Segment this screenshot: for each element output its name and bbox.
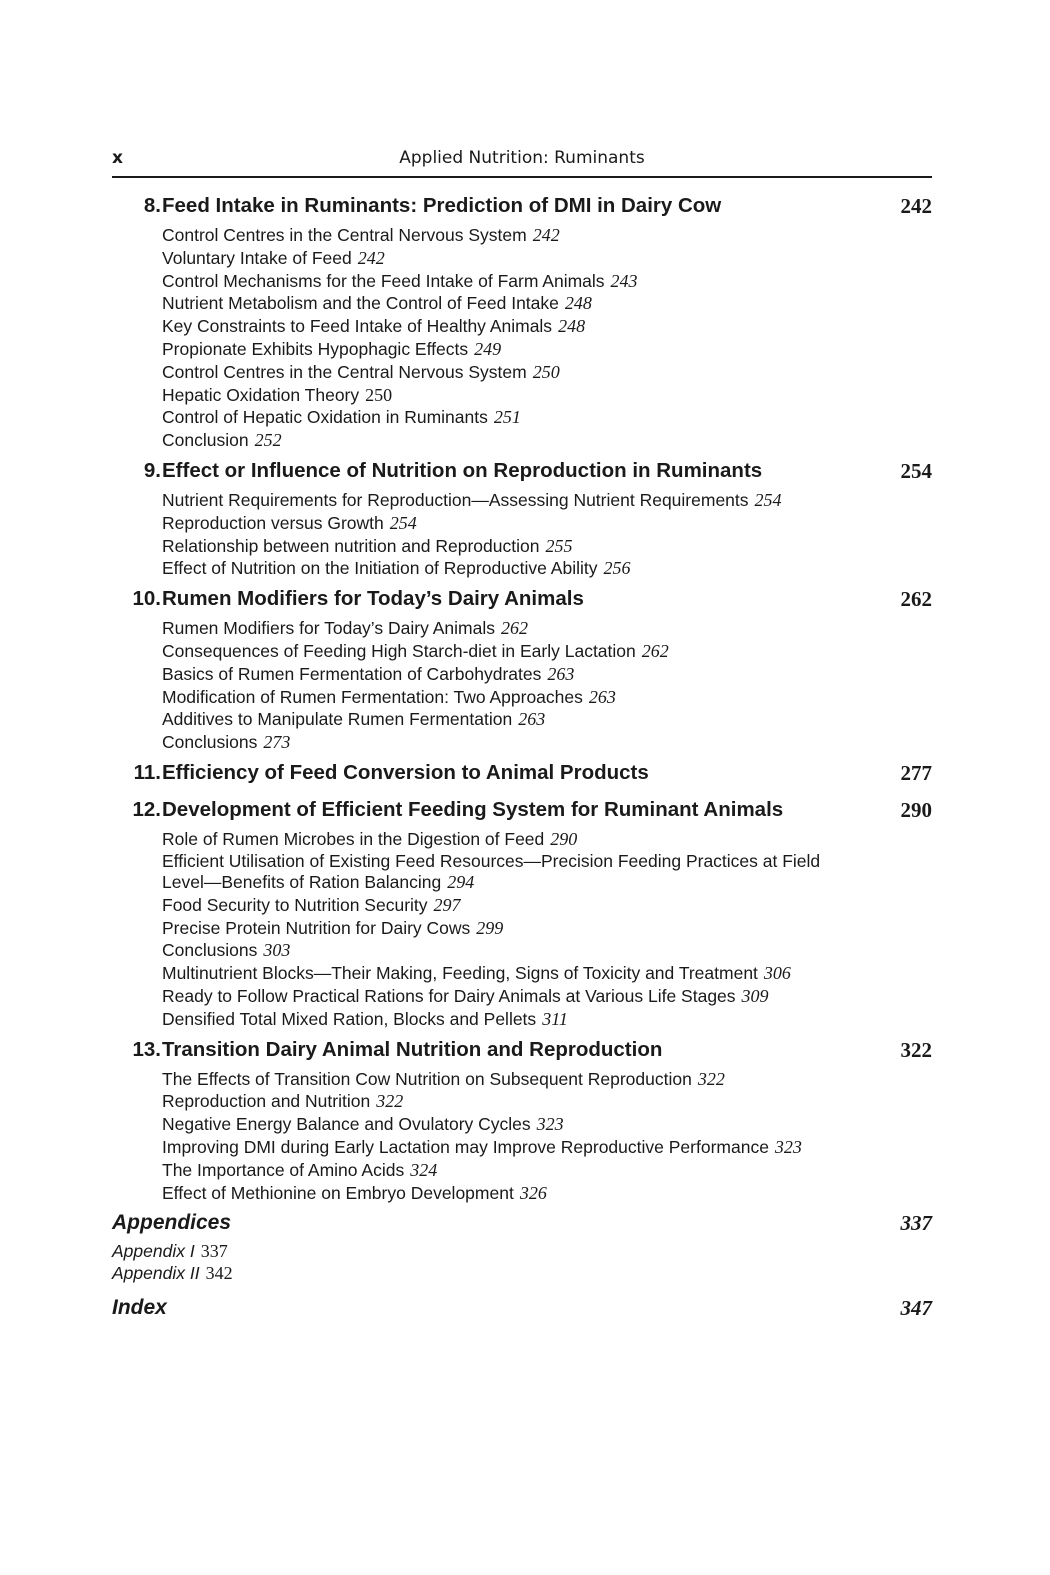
index-heading [112, 1296, 932, 1326]
section-title: Hepatic Oxidation Theory [162, 384, 360, 405]
chapter-number: 10. [132, 587, 161, 611]
appendices-page: 337 [900, 1211, 932, 1236]
section-entry[interactable] [162, 1136, 932, 1159]
section-page: 242 [357, 247, 385, 268]
section-entry[interactable] [162, 708, 932, 731]
section-page: 299 [476, 917, 504, 938]
section-entry[interactable] [162, 1159, 932, 1182]
section-title: Effect of Methionine on Embryo Development [162, 1182, 514, 1203]
chapter-heading [112, 1038, 932, 1068]
section-page: 254 [389, 512, 417, 533]
section-title: The Effects of Transition Cow Nutrition on Subsequent Reproduction [162, 1068, 692, 1089]
appendix-page: 337 [200, 1241, 228, 1262]
chapter-heading [112, 587, 932, 617]
section-page: 324 [410, 1159, 438, 1180]
section-page: 252 [254, 430, 282, 451]
chapter-page: 277 [900, 760, 932, 785]
chapter-title[interactable]: Efficiency of Feed Conversion to Animal Products [162, 760, 649, 784]
book-title: Applied Nutrition: Ruminants [399, 148, 645, 168]
chapter-10 [112, 587, 932, 754]
section-entry[interactable] [162, 338, 932, 361]
section-entry[interactable] [162, 247, 932, 270]
index-page: 347 [900, 1296, 932, 1321]
section-list [162, 489, 932, 580]
section-page: 262 [641, 640, 669, 661]
chapter-page: 254 [900, 458, 932, 483]
section-entry[interactable] [162, 894, 932, 917]
chapter-number: 13. [132, 1037, 161, 1061]
section-entry[interactable] [162, 640, 932, 663]
section-page: 256 [603, 558, 631, 579]
section-entry[interactable] [162, 557, 932, 580]
chapter-11 [112, 761, 932, 791]
section-page: 326 [519, 1182, 547, 1203]
section-page: 273 [263, 732, 291, 753]
section-page: 303 [263, 940, 291, 961]
section-entry[interactable] [162, 535, 932, 558]
chapter-heading [112, 459, 932, 489]
section-page: 250 [532, 361, 560, 382]
section-entry[interactable] [162, 429, 932, 452]
section-entry[interactable] [162, 828, 932, 851]
running-head [112, 146, 932, 178]
section-page: 322 [376, 1091, 404, 1112]
section-page: 251 [493, 407, 521, 428]
section-page: 263 [547, 663, 575, 684]
section-page: 297 [433, 894, 461, 915]
section-page: 262 [500, 618, 528, 639]
section-title: Nutrient Requirements for Reproduction—Assessing Nutrient Requirements [162, 489, 749, 510]
section-title: Conclusion [162, 430, 249, 451]
section-title: Reproduction versus Growth [162, 512, 384, 533]
chapter-title[interactable]: Rumen Modifiers for Today’s Dairy Animals [162, 587, 584, 611]
section-entry[interactable] [162, 1068, 932, 1091]
chapter-8 [112, 194, 932, 452]
chapter-page: 322 [900, 1037, 932, 1062]
section-title: Relationship between nutrition and Reproduction [162, 535, 540, 556]
chapter-page: 242 [900, 194, 932, 218]
appendix-entry[interactable] [112, 1263, 932, 1285]
appendices-title[interactable]: Appendices [112, 1211, 232, 1235]
appendix-entry[interactable] [112, 1241, 932, 1263]
section-page: 242 [532, 225, 560, 245]
section-page: 311 [542, 1008, 568, 1029]
section-title: Reproduction and Nutrition [162, 1091, 371, 1112]
section-entry[interactable] [162, 315, 932, 338]
section-title: Voluntary Intake of Feed [162, 247, 352, 268]
section-entry[interactable] [162, 224, 932, 247]
section-title: Precise Protein Nutrition for Dairy Cows [162, 917, 471, 938]
appendix-label: Appendix I [112, 1241, 195, 1262]
section-title: Control Centres in the Central Nervous System [162, 361, 527, 382]
section-entry[interactable] [162, 985, 932, 1008]
section-page: 255 [545, 535, 573, 556]
chapter-title[interactable]: Transition Dairy Animal Nutrition and Reproduction [162, 1037, 663, 1061]
section-entry[interactable] [162, 731, 932, 754]
section-title: Role of Rumen Microbes in the Digestion of Feed [162, 828, 545, 849]
section-entry[interactable] [162, 962, 932, 985]
chapter-title[interactable]: Development of Efficient Feeding System for Ruminant Animals [162, 797, 784, 821]
appendix-page: 342 [205, 1262, 233, 1283]
chapter-number: 9. [143, 458, 161, 482]
chapter-number: 12. [132, 797, 161, 821]
section-entry[interactable] [162, 406, 932, 429]
section-entry[interactable] [162, 512, 932, 535]
section-page: 323 [774, 1136, 802, 1157]
section-title: Propionate Exhibits Hypophagic Effects [162, 338, 469, 359]
chapter-title[interactable]: Feed Intake in Ruminants: Prediction of DMI in Dairy Cow [162, 194, 722, 217]
section-title: Rumen Modifiers for Today’s Dairy Animals [162, 618, 495, 639]
section-title: Negative Energy Balance and Ovulatory Cycles [162, 1114, 531, 1135]
section-page: 306 [763, 963, 791, 984]
section-page: 248 [558, 316, 586, 337]
section-entry[interactable] [162, 617, 932, 640]
section-entry[interactable] [162, 384, 932, 407]
section-title: Ready to Follow Practical Rations for Dairy Animals at Various Life Stages [162, 985, 736, 1006]
section-page: 263 [588, 686, 616, 707]
section-list [162, 617, 932, 754]
section-entry[interactable] [162, 663, 932, 686]
section-title: Key Constraints to Feed Intake of Healthy Animals [162, 316, 553, 337]
section-entry[interactable] [162, 1182, 932, 1205]
chapter-number: 8. [143, 194, 161, 217]
section-entry[interactable] [162, 686, 932, 709]
section-page: 250 [365, 384, 393, 405]
section-title: Modification of Rumen Fermentation: Two Approaches [162, 686, 583, 707]
section-title: Additives to Manipulate Rumen Fermentation [162, 709, 513, 730]
table-of-contents [112, 194, 932, 1326]
chapter-number: 11. [133, 760, 161, 784]
section-page: 322 [697, 1068, 725, 1089]
index-title[interactable]: Index [112, 1296, 167, 1320]
chapter-heading [112, 798, 932, 828]
section-entry[interactable] [162, 489, 932, 512]
section-title: Conclusions [162, 940, 258, 961]
section-title: Food Security to Nutrition Security [162, 894, 428, 915]
folio-page-number: x [112, 148, 123, 168]
chapter-9 [112, 459, 932, 580]
section-page: 249 [474, 338, 502, 359]
section-title: Basics of Rumen Fermentation of Carbohydrates [162, 663, 542, 684]
section-page: 290 [550, 828, 578, 849]
chapter-page: 290 [900, 797, 932, 822]
chapter-heading [112, 761, 932, 791]
section-entry[interactable] [162, 270, 932, 293]
appendix-label: Appendix II [112, 1262, 200, 1283]
appendices-heading [112, 1211, 932, 1241]
section-title: Nutrient Metabolism and the Control of Feed Intake [162, 293, 559, 314]
section-entry[interactable] [162, 1008, 932, 1031]
section-page: 323 [536, 1114, 564, 1135]
section-entry[interactable] [162, 361, 932, 384]
section-title: Control Centres in the Central Nervous System [162, 225, 527, 245]
section-entry[interactable] [162, 1113, 932, 1136]
chapter-12 [112, 798, 932, 1031]
chapter-page: 262 [900, 587, 932, 612]
section-list [162, 1068, 932, 1205]
section-title: Multinutrient Blocks—Their Making, Feeding, Signs of Toxicity and Treatment [162, 963, 758, 984]
section-entry[interactable] [162, 292, 932, 315]
chapter-13 [112, 1038, 932, 1205]
section-list [162, 224, 932, 452]
section-title: Conclusions [162, 732, 258, 753]
section-entry[interactable] [162, 1090, 932, 1113]
section-entry[interactable] [162, 939, 932, 962]
section-title: Control of Hepatic Oxidation in Ruminants [162, 407, 488, 428]
section-page: 309 [741, 985, 769, 1006]
section-title: The Importance of Amino Acids [162, 1159, 405, 1180]
section-page: 263 [518, 709, 546, 730]
section-title: Effect of Nutrition on the Initiation of Reproductive Ability [162, 558, 598, 579]
section-page: 254 [754, 489, 782, 510]
section-title: Densified Total Mixed Ration, Blocks and Pellets [162, 1008, 537, 1029]
chapter-heading [112, 194, 932, 224]
appendices-section [112, 1211, 932, 1284]
section-page: 248 [564, 293, 592, 314]
section-entry[interactable] [162, 851, 862, 894]
section-page: 294 [447, 872, 475, 893]
section-title: Control Mechanisms for the Feed Intake of Farm Animals [162, 270, 605, 291]
section-list [162, 828, 932, 1031]
section-page: 243 [610, 270, 638, 291]
section-title: Improving DMI during Early Lactation may Improve Reproductive Performance [162, 1136, 769, 1157]
chapter-title[interactable]: Effect or Influence of Nutrition on Reproduction in Ruminants [162, 458, 763, 482]
section-entry[interactable] [162, 917, 932, 940]
section-title: Consequences of Feeding High Starch-diet in Early Lactation [162, 640, 636, 661]
section-title: Efficient Utilisation of Existing Feed Resources—Precision Feeding Practices at Field Level—Benefits of Ration Balancing [162, 850, 821, 893]
